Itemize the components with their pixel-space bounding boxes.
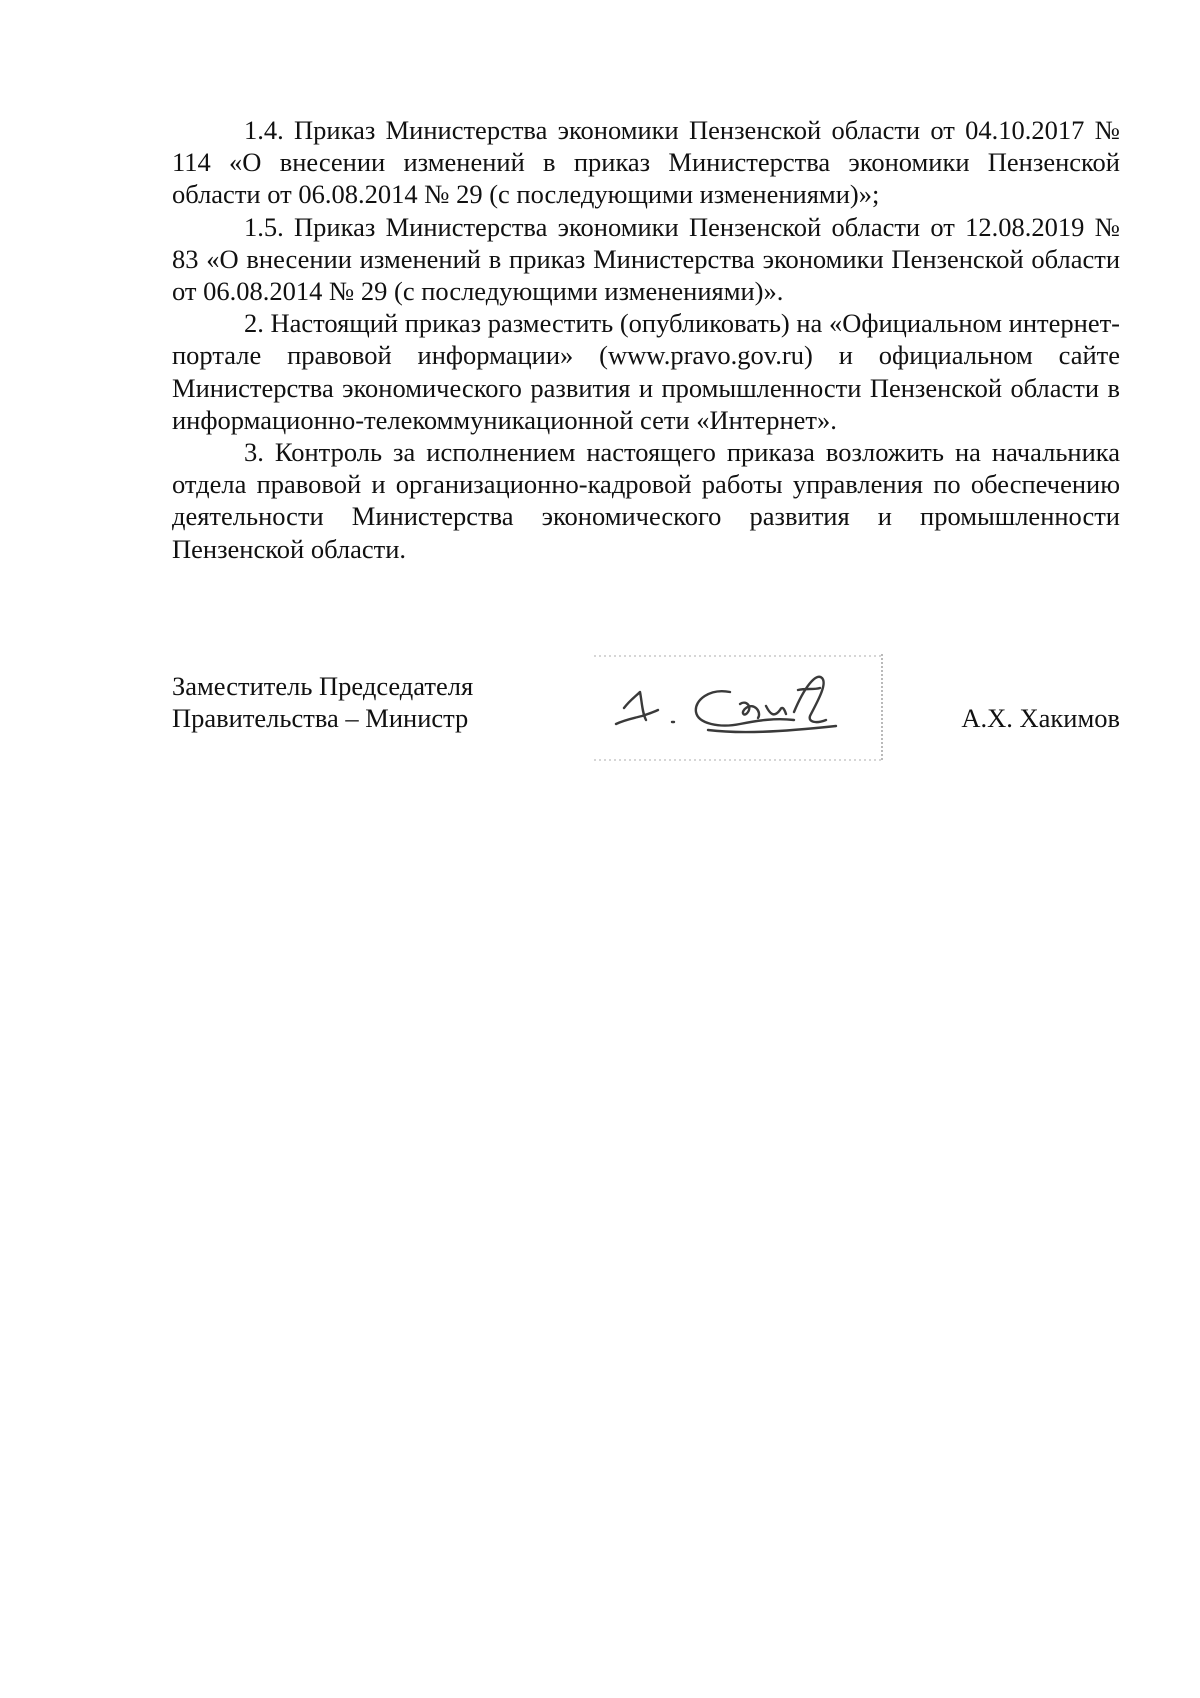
paragraph-1-5: 1.5. Приказ Министерства экономики Пензенской области от 12.08.2019 № 83 «О внесении изменений в приказ Министерства экономики Пензенской области от 06.08.2014 № 29 (с последующими изменениями)».	[172, 211, 1120, 307]
document-body	[172, 114, 1120, 565]
paragraph-1-4: 1.4. Приказ Министерства экономики Пензенской области от 04.10.2017 № 114 «О внесении изменений в приказ Министерства экономики Пензенской области от 06.08.2014 № 29 (с последующими изменениями)»;	[172, 115, 1120, 210]
paragraph-2: 2. Настоящий приказ разместить (опубликовать) на «Официальном интернет-портале правовой информации» (www.pravo.gov.ru) и официальном сайте Министерства экономического развития и промышленности Пензенской области в информационно-телекоммуникационной сети «Интернет».	[172, 308, 1120, 435]
handwritten-signature-icon	[590, 648, 890, 766]
signature-block	[172, 670, 1120, 790]
signatory-position	[172, 670, 532, 734]
paragraph-3: 3. Контроль за исполнением настоящего приказа возложить на начальника отдела правовой и организационно-кадровой работы управления по обеспечению деятельности Министерства экономического развития и промышленности Пензенской области.	[172, 437, 1120, 564]
signatory-position-line2: Правительства – Министр	[172, 703, 469, 734]
signatory-position-line1: Заместитель Председателя	[172, 671, 474, 701]
signatory-name: А.Х. Хакимов	[961, 703, 1120, 733]
